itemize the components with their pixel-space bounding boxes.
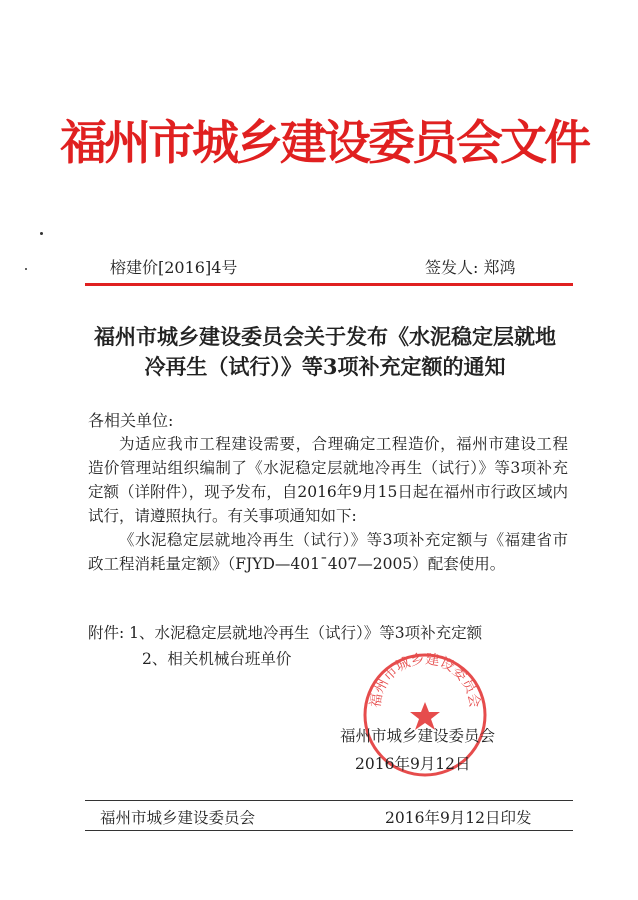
signature-date: 2016年9月12日 [355,755,471,773]
footer-bottom-rule [85,830,573,831]
footer-top-rule [85,800,573,801]
scan-speck [25,268,27,270]
scan-speck [40,232,43,235]
attachment-item-1: 1、水泥稳定层就地冷再生（试行）》等3项补充定额 [129,624,483,642]
seal-text: 福州市城乡建设委员会 [367,651,483,709]
document-header-title: 福州市城乡建设委员会文件 [60,116,588,171]
footer-print-date: 2016年9月12日印发 [385,809,532,827]
attachment-row-1 [88,620,482,646]
attachments-label: 附件: [88,624,125,642]
body-paragraph-2: 《水泥稳定层就地冷再生（试行）》等3项补充定额与《福建省市政工程消耗量定额》（FJYD—401¯407—2005）配套使用。 [88,531,568,573]
signer: 签发人: 郑鸿 [425,258,516,277]
notice-title-line2: 冷再生（试行）》等3项补充定额的通知 [144,354,506,379]
footer-issuer: 福州市城乡建设委员会 [100,809,256,827]
body-paragraph-1: 为适应我市工程建设需要，合理确定工程造价，福州市建设工程造价管理站组织编制了《水泥稳定层就地冷再生（试行）》等3项补充定额（详附件），现予发布，自2016年9月15日起在福州市行政区域内试行，请遵照执行。有关事项通知如下: [88,435,568,525]
header-red-rule [85,283,573,286]
svg-text:福州市城乡建设委员会 [368,650,483,708]
document-number: 榕建价[2016]4号 [110,258,238,277]
salutation: 各相关单位: [88,411,174,430]
notice-title [80,322,570,382]
signature-issuer: 福州市城乡建设委员会 [340,727,496,745]
notice-body [88,432,568,576]
notice-title-line1: 福州市城乡建设委员会关于发布《水泥稳定层就地 [94,324,556,349]
attachment-item-2: 2、相关机械台班单价 [142,650,292,668]
